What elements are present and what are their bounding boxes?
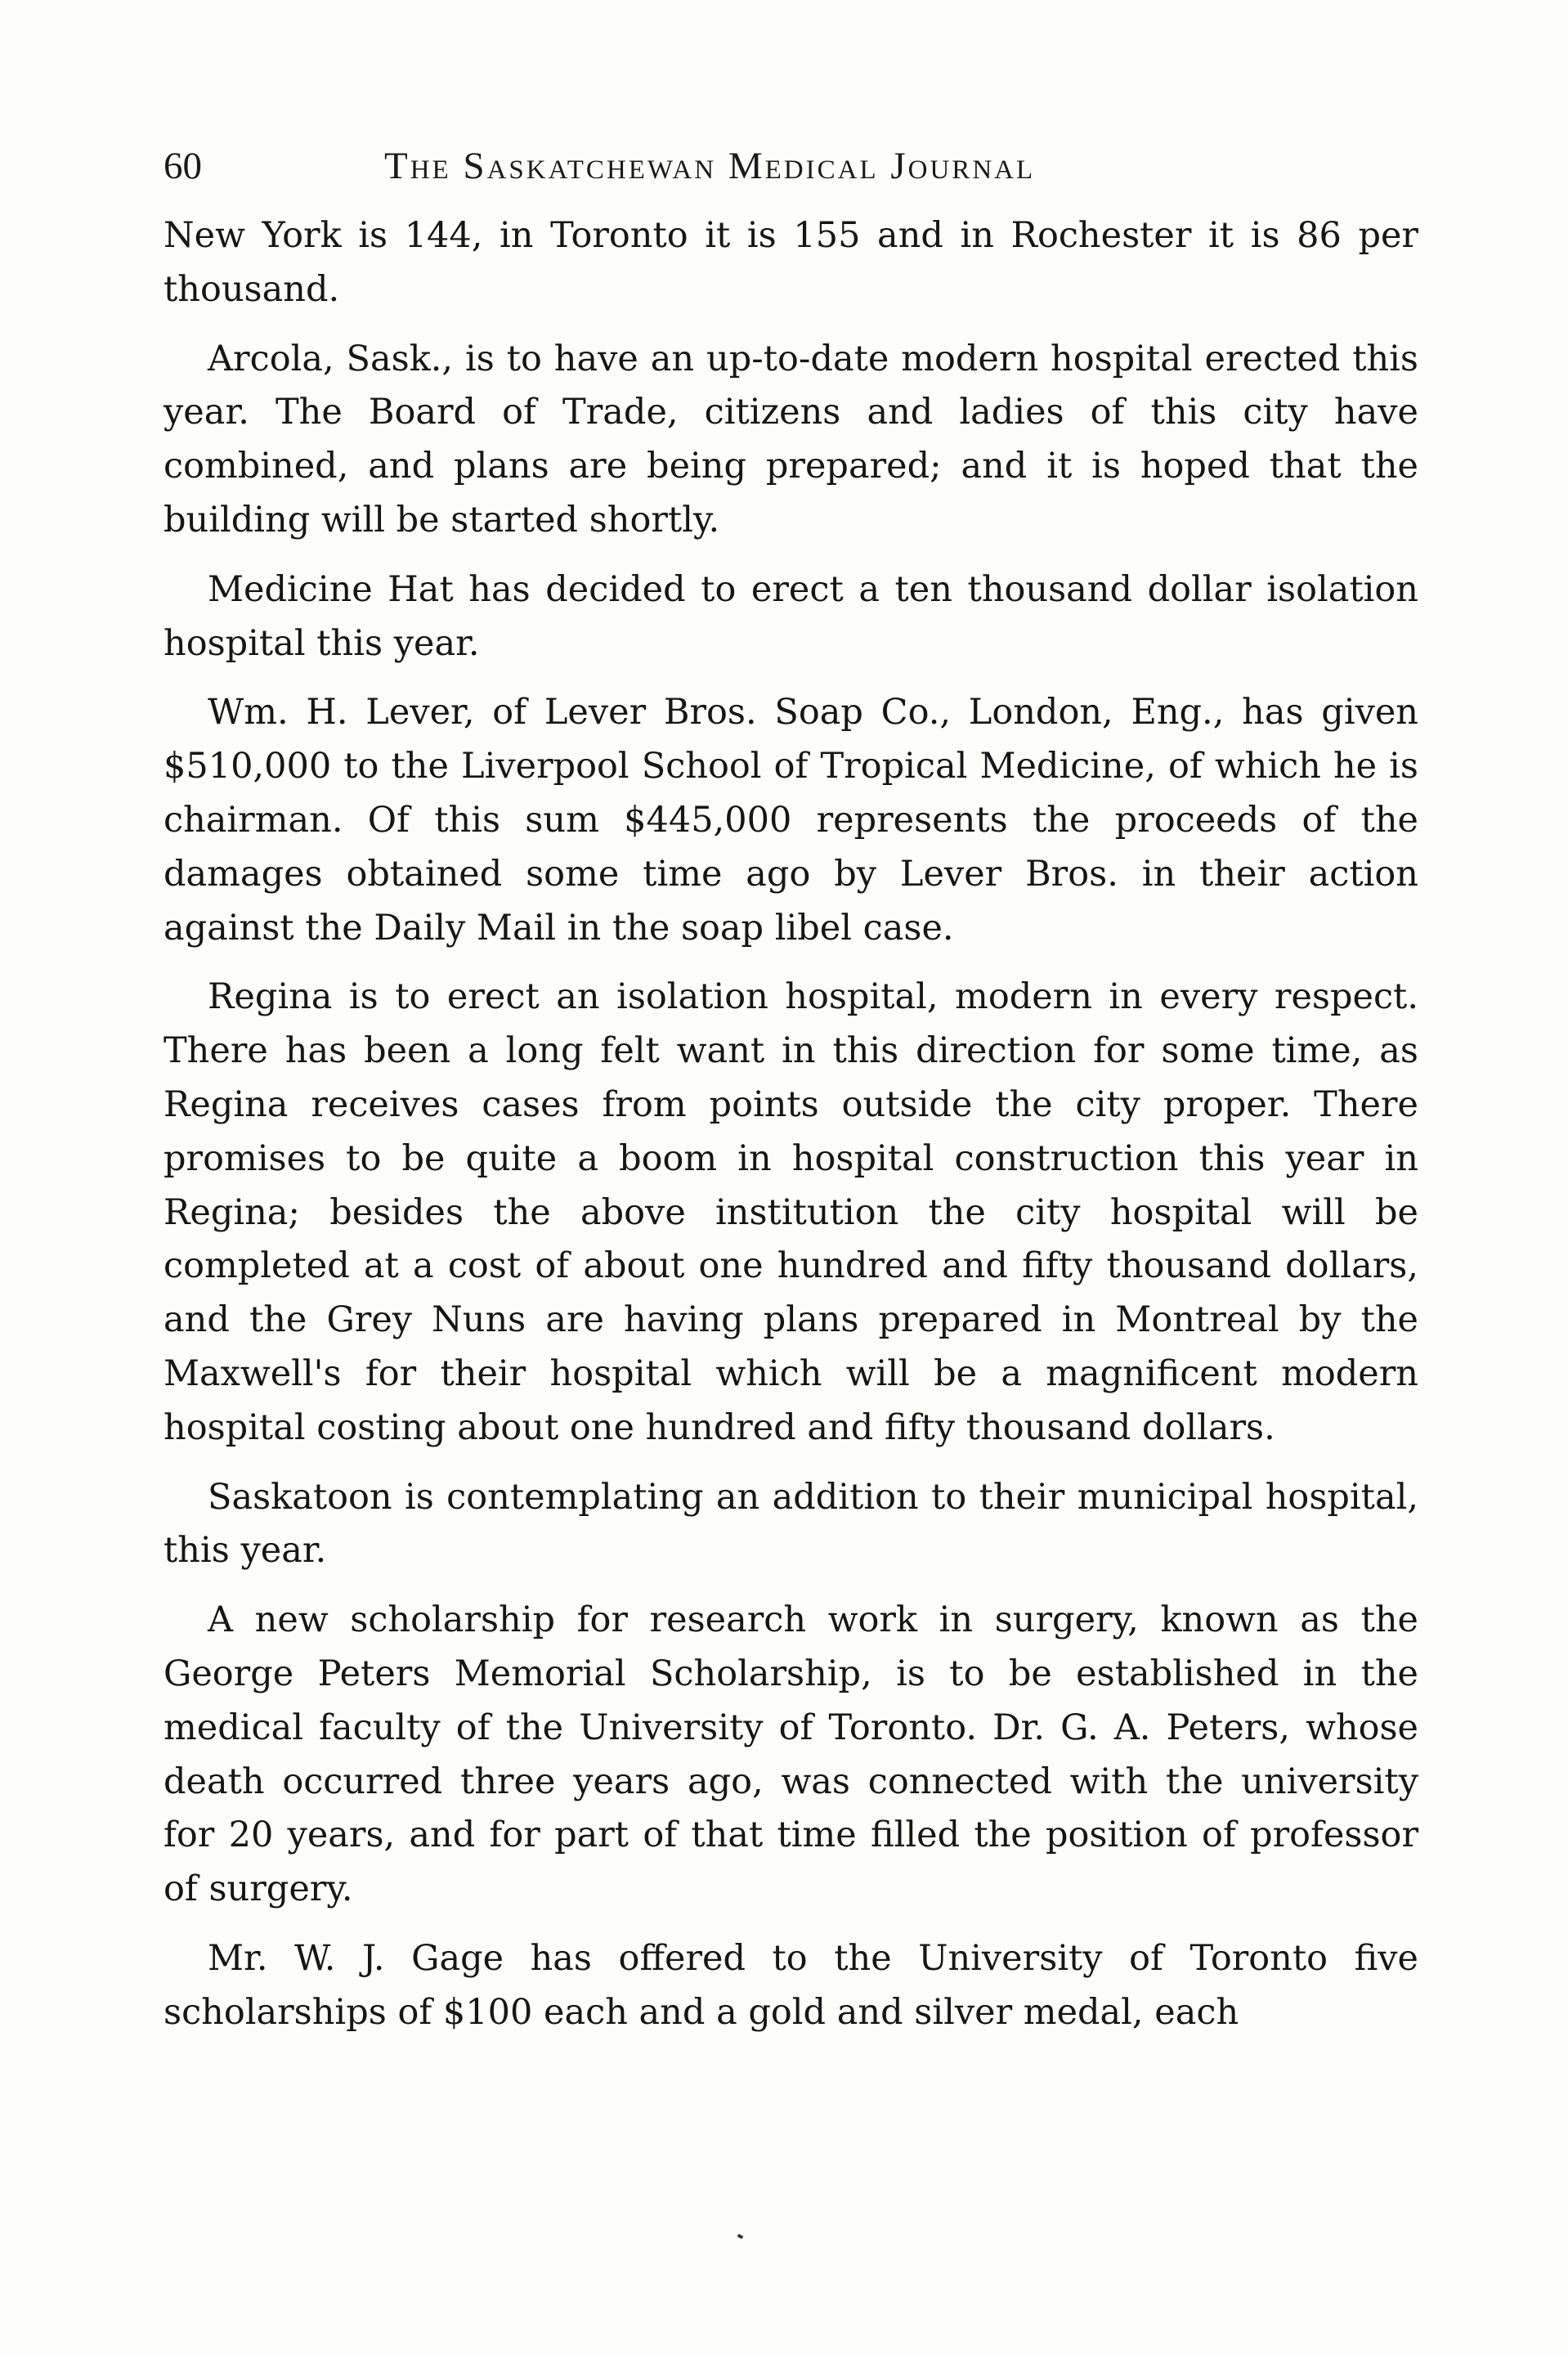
running-head [164,137,1406,195]
paragraph-saskatoon: Saskatoon is contemplating an addition to their municipal hospital, this year. [164,1476,1418,1572]
printer-mark [737,2234,743,2240]
journal-title: The Saskatchewan Medical Journal [384,145,1036,187]
page-number: 60 [164,145,202,187]
paragraph-medicine-hat: Medicine Hat has decided to erect a ten thousand dollar isolation hospital this year. [164,568,1418,664]
paragraph-regina-hospital: Regina is to erect an isolation hospital, modern in every respect. There has been a long felt want in this direction for some time, as Regina receives cases from points outside the city proper. There promises to be quite a boom in hospital construction this year in Regina; besides the above institution the city hospital will be completed at a cost of about one hundred and fifty thousand dollars, and the Grey Nuns are having plans prepared in Montreal by the Maxwell's for their hospital which will be a magnificent modern hospital costing about one hundred and fifty thousand dollars. [164,976,1418,1448]
paragraph-peters-scholarship: A new scholarship for research work in surgery, known as the George Peters Memorial Scholarship, is to be established in the medical faculty of the University of Toronto. Dr. G. A. Peters, whose death occurred three years ago, was connected with the university for 20 years, and for part of that time filled the position of professor of surgery. [164,1599,1418,1910]
paragraph-new-york-rates: New York is 144, in Toronto it is 155 and in Rochester it is 86 per thousand. [164,215,1418,310]
paragraph-lever-gift: Wm. H. Lever, of Lever Bros. Soap Co., London, Eng., has given $510,000 to the Liverpool School of Tropical Medicine, of which he is chairman. Of this sum $445,000 represents the proceeds of the damages obtained some time ago by Lever Bros. in their action against the Daily Mail in the soap libel case. [164,692,1418,949]
paragraph-gage-scholarships: Mr. W. J. Gage has offered to the University of Toronto five scholarships of $100 each and a gold and silver medal, each [164,1937,1418,2033]
article-body [164,209,1418,2040]
paragraph-arcola-hospital: Arcola, Sask., is to have an up-to-date modern hospital erected this year. The Board of Trade, citizens and ladies of this city have combined, and plans are being prepared; and it is hoped that the building will be started shortly. [164,338,1418,541]
